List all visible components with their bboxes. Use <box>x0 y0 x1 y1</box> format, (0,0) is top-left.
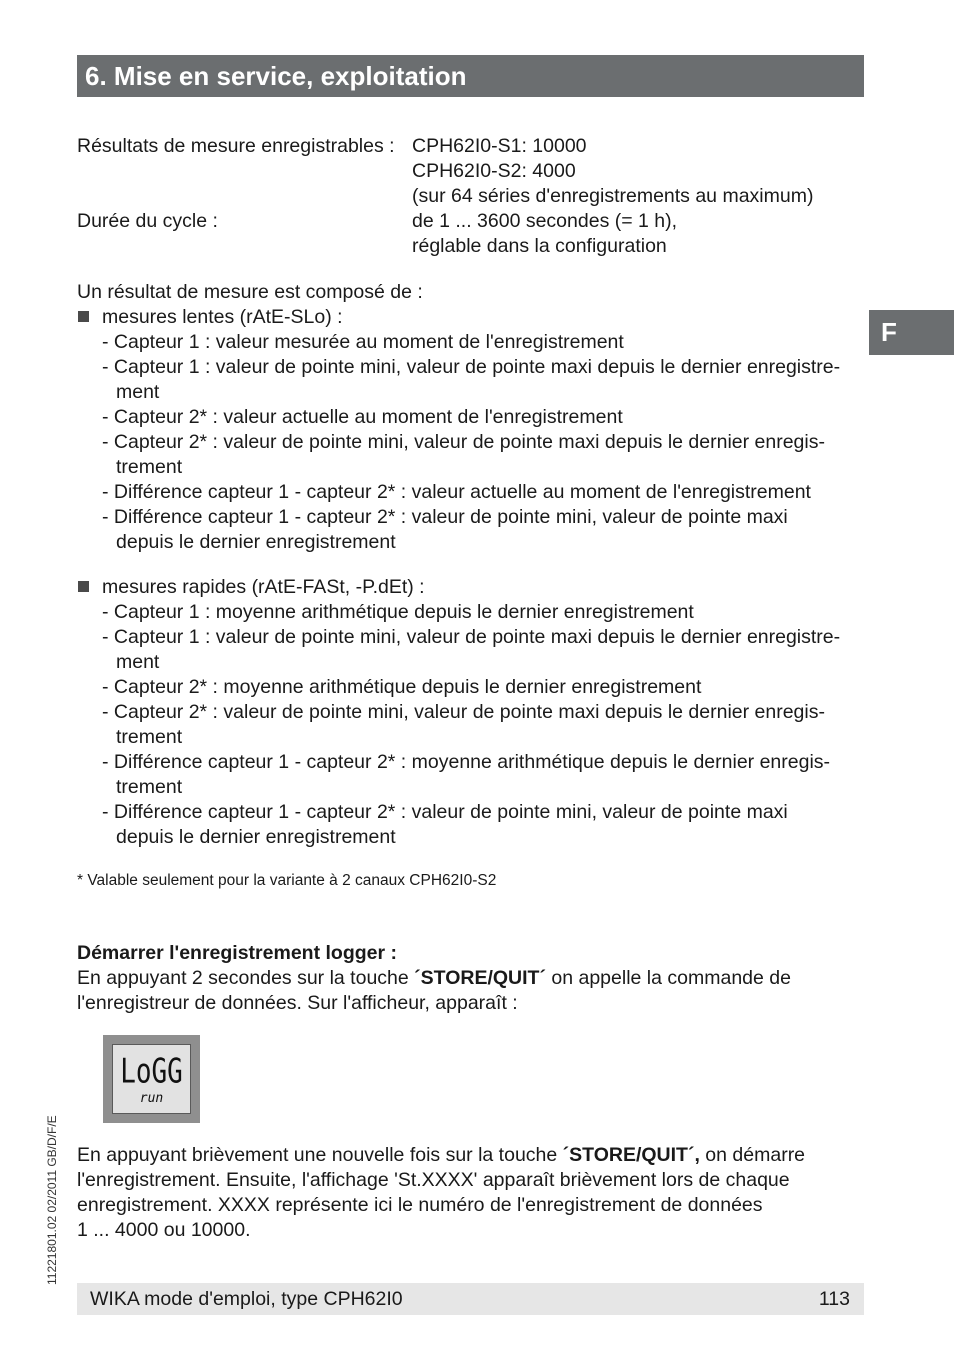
logger-p2-line4: 1 ... 4000 ou 10000. <box>77 1219 251 1241</box>
logger-heading: Démarrer l'enregistrement logger : <box>77 942 397 964</box>
footnote: * Valable seulement pour la variante à 2 canaux CPH62I0-S2 <box>77 872 497 889</box>
bullet-square-icon <box>78 581 89 592</box>
slow-line: - Capteur 2* : valeur de pointe mini, valeur de pointe maxi depuis le dernier enregis- <box>102 431 825 453</box>
logger-p1-text: En appuyant 2 secondes sur la touche <box>77 967 415 989</box>
cycle-value-2: réglable dans la configuration <box>412 235 667 257</box>
logger-p2-line3: enregistrement. XXXX représente ici le numéro de l'enregistrement de données <box>77 1194 763 1216</box>
fast-line: trement <box>116 776 183 798</box>
slow-line: - Différence capteur 1 - capteur 2* : valeur de pointe mini, valeur de pointe maxi <box>102 506 788 528</box>
cycle-label: Durée du cycle : <box>77 210 218 232</box>
composition-intro: Un résultat de mesure est composé de : <box>77 281 423 303</box>
document-code: 11221801.02 02/2011 GB/D/F/E <box>45 1115 59 1285</box>
slow-line: depuis le dernier enregistrement <box>116 531 396 553</box>
fast-line: - Capteur 2* : valeur de pointe mini, valeur de pointe maxi depuis le dernier enregis- <box>102 701 825 723</box>
bullet-square-icon <box>78 311 89 322</box>
page-footer <box>77 1283 864 1315</box>
fast-line: - Différence capteur 1 - capteur 2* : moyenne arithmétique depuis le dernier enregis- <box>102 751 831 773</box>
logger-p2-text: En appuyant brièvement une nouvelle fois sur la touche <box>77 1144 563 1166</box>
fast-line: - Capteur 1 : moyenne arithmétique depuis le dernier enregistrement <box>102 601 694 623</box>
slow-line: trement <box>116 456 183 478</box>
lcd-main-text: LoGG <box>120 1052 183 1092</box>
fast-line: - Capteur 2* : moyenne arithmétique depuis le dernier enregistrement <box>102 676 702 698</box>
logger-paragraph-2 <box>77 1143 805 1168</box>
logger-paragraph-1 <box>77 966 791 991</box>
lcd-sub-text: run <box>139 1091 164 1106</box>
language-tab <box>869 310 954 355</box>
logger-p2-line2: l'enregistrement. Ensuite, l'affichage 'St.XXXX' apparaît brièvement lors de chaque <box>77 1169 790 1191</box>
logger-p2-text: on démarre <box>699 1144 806 1166</box>
logger-p1-text: on appelle la commande de <box>545 967 791 989</box>
slow-line: - Capteur 1 : valeur de pointe mini, valeur de pointe maxi depuis le dernier enregistre- <box>102 356 841 378</box>
slow-line: - Capteur 2* : valeur actuelle au moment de l'enregistrement <box>102 406 623 428</box>
store-quit-key: ´STORE/QUIT´ <box>414 967 546 989</box>
logger-p1-line2: l'enregistreur de données. Sur l'afficheur, apparaît : <box>77 992 518 1014</box>
footer-title: WIKA mode d'emploi, type CPH62I0 <box>90 1288 403 1310</box>
cycle-value-1: de 1 ... 3600 secondes (= 1 h), <box>412 210 678 232</box>
store-quit-key: ´STORE/QUIT´, <box>562 1144 700 1166</box>
fast-line: depuis le dernier enregistrement <box>116 826 396 848</box>
slow-line: ment <box>116 381 160 403</box>
recordable-label: Résultats de mesure enregistrables : <box>77 135 395 157</box>
fast-line: - Capteur 1 : valeur de pointe mini, valeur de pointe maxi depuis le dernier enregistre- <box>102 626 841 648</box>
fast-title: mesures rapides (rAtE-FASt, -P.dEt) : <box>102 576 425 598</box>
recordable-value-2: CPH62I0-S2: 4000 <box>412 160 576 182</box>
fast-line: ment <box>116 651 160 673</box>
language-tab-label: F <box>881 317 897 347</box>
fast-line: trement <box>116 726 183 748</box>
section-title: 6. Mise en service, exploitation <box>85 61 467 91</box>
lcd-screen <box>112 1044 191 1114</box>
page-number: 113 <box>818 1288 850 1310</box>
slow-title: mesures lentes (rAtE-SLo) : <box>102 306 343 328</box>
recordable-value-1: CPH62I0-S1: 10000 <box>412 135 587 157</box>
recordable-value-3: (sur 64 séries d'enregistrements au maximum) <box>412 185 814 207</box>
fast-line: - Différence capteur 1 - capteur 2* : valeur de pointe mini, valeur de pointe maxi <box>102 801 788 823</box>
slow-line: - Capteur 1 : valeur mesurée au moment de l'enregistrement <box>102 331 624 353</box>
lcd-display <box>103 1035 200 1123</box>
section-header <box>77 55 864 97</box>
slow-line: - Différence capteur 1 - capteur 2* : valeur actuelle au moment de l'enregistrement <box>102 481 811 503</box>
